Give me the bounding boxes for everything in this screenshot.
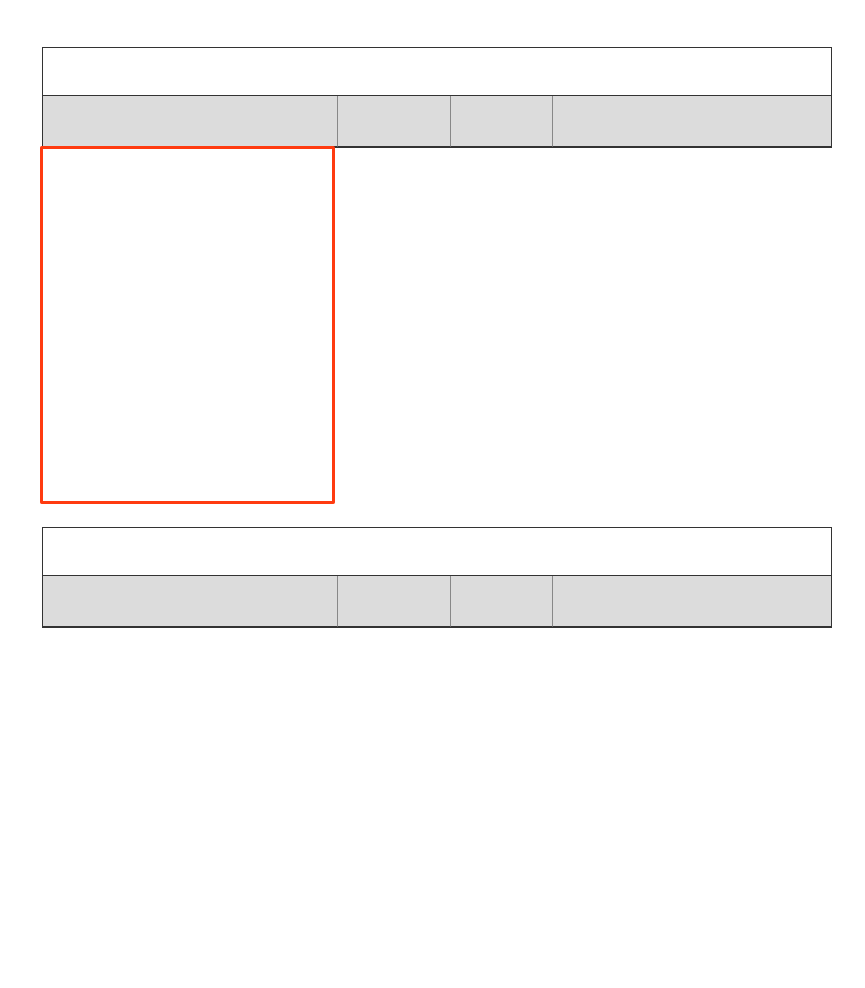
- header-picture: [552, 96, 831, 147]
- header-picture: [552, 576, 831, 627]
- header-testing-item: [43, 576, 337, 627]
- highlight-box: [40, 146, 335, 504]
- white-color-table: [42, 527, 832, 628]
- blue-color-table: [42, 47, 832, 148]
- header-test-results: [337, 96, 450, 147]
- header-testing-item: [43, 96, 337, 147]
- table-title-row: [43, 48, 831, 96]
- results-grid: [43, 576, 831, 627]
- header-limit: [450, 96, 552, 147]
- header-limit: [450, 576, 552, 627]
- results-grid: [43, 96, 831, 147]
- table-title-row: [43, 528, 831, 576]
- header-test-results: [337, 576, 450, 627]
